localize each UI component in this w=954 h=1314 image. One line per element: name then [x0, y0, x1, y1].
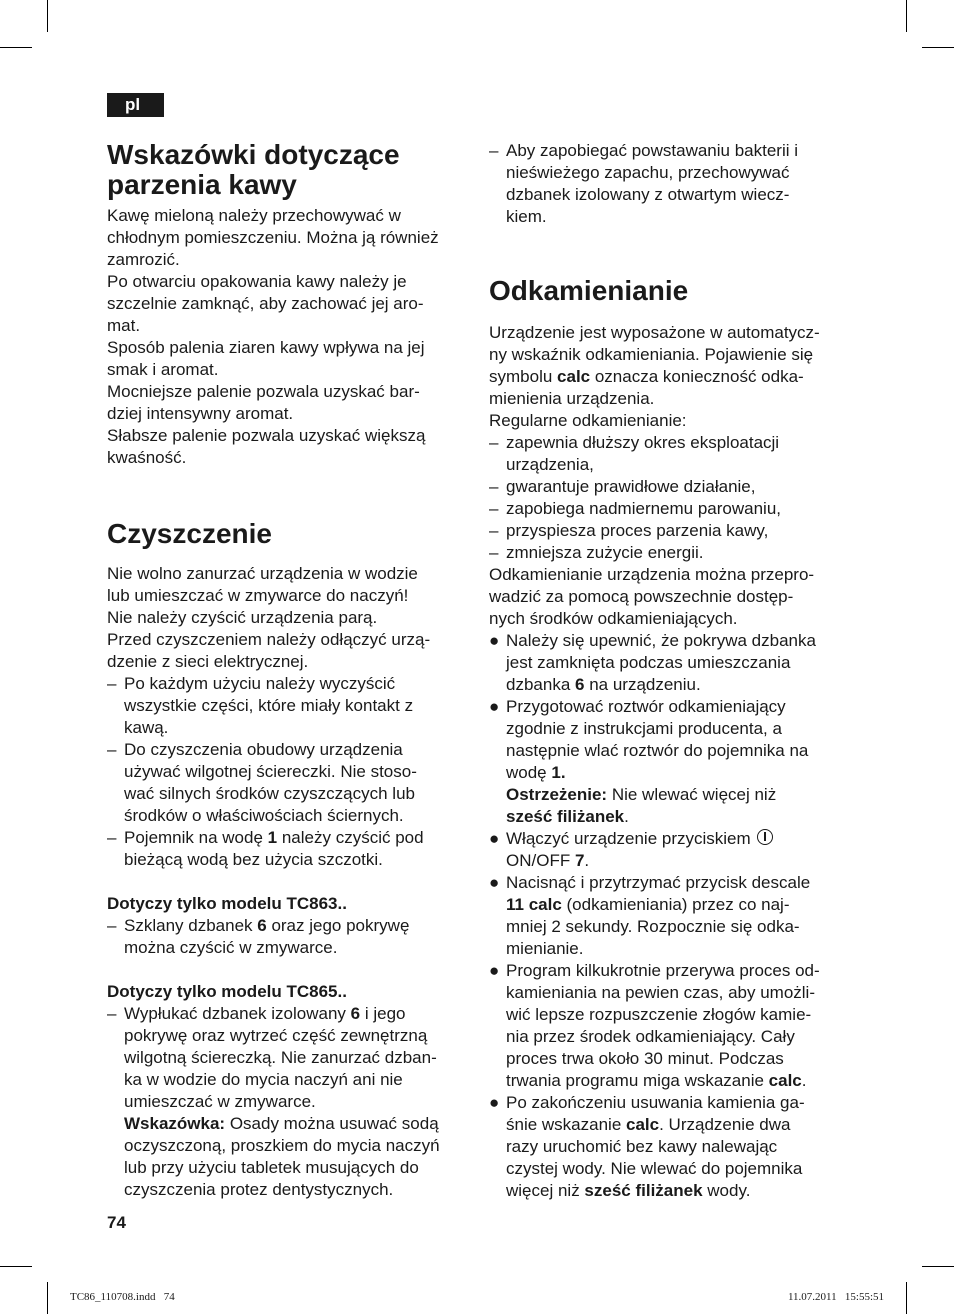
model-heading-tc863: Dotyczy tylko modelu TC863..: [107, 894, 347, 913]
list-item: – gwarantuje prawidłowe działanie,: [489, 477, 756, 496]
crop-mark: [47, 0, 48, 32]
power-icon: [757, 829, 773, 845]
crop-mark: [0, 1266, 32, 1267]
crop-mark: [906, 0, 907, 32]
language-tab: pl: [107, 93, 164, 117]
crop-mark: [922, 1266, 954, 1267]
bullet-step: ● Program kilkukrotnie przerywa proces od- kamieniania na pewien czas, aby umożli- wić lepsze rozpuszczenie złogów kamie- nia przez środek odkamieniający. Cały proces trwa około 30 minut. Podczas trwania programu miga wskazanie calc.: [489, 961, 820, 1090]
page-number: 74: [107, 1213, 126, 1232]
list-item: – Szklany dzbanek 6 oraz jego pokrywę można czyścić w zmywarce.: [107, 916, 410, 957]
list-item: – zmniejsza zużycie energii.: [489, 543, 704, 562]
bullet-step: ● Należy się upewnić, że pokrywa dzbanka jest zamknięta podczas umieszczania dzbanka 6 na urządzeniu.: [489, 631, 816, 694]
section-title-descaling: Odkamienianie: [489, 275, 689, 306]
right-column: [489, 140, 851, 1202]
list-item: – Aby zapobiegać powstawaniu bakterii i nieświeżego zapachu, przechowywać dzbanek izolowany z otwartym wiecz- kiem.: [489, 141, 799, 226]
list-item: – Pojemnik na wodę 1 należy czyścić pod bieżącą wodą bez użycia szczotki.: [107, 828, 424, 869]
crop-mark: [906, 1282, 907, 1314]
descaling-intro: Urządzenie jest wyposażone w automatycz- ny wskaźnik odkamieniania. Pojawienie się symbolu calc oznacza konieczność odka- mienienia urządzenia. Regularne odkamienianie:: [489, 323, 820, 430]
list-item: – Do czyszczenia obudowy urządzenia używać wilgotnej ściereczki. Nie stoso- wać silnych środków czyszczących lub środków o właściwościach ściernych.: [107, 740, 417, 825]
descaling-agents: Odkamienianie urządzenia można przepro- wadzić za pomocą powszechnie dostęp- nych środków odkamieniających.: [489, 565, 815, 628]
list-item: – Po każdym użyciu należy wyczyścić wszystkie części, które miały kontakt z kawą.: [107, 674, 414, 737]
note-label: Wskazówka:: [124, 1114, 226, 1133]
list-item: – zapewnia dłuższy okres eksploatacji urządzenia,: [489, 433, 780, 474]
section-title-brewing-tips: Wskazówki dotyczące parzenia kawy: [107, 139, 400, 200]
brewing-tips-text: Kawę mieloną należy przechowywać w chłodnym pomieszczeniu. Można ją również zamrozić. Po otwarciu opakowania kawy należy je szczelnie zamknąć, aby zachować jej aro- mat. Sposób palenia ziaren kawy wpływa na jej smak i aromat. Mocniejsze palenie pozwala uzyskać bar- dziej intensywny aromat. Słabsze palenie pozwala uzyskać większą kwaśność.: [107, 206, 439, 467]
section-title-cleaning: Czyszczenie: [107, 518, 272, 549]
bullet-step: ● Po zakończeniu usuwania kamienia ga- śnie wskazanie calc. Urządzenie dwa razy uruchomić bez kawy nalewając czystej wody. Nie wlewać do pojemnika więcej niż sześć filiżanek wody.: [489, 1093, 805, 1200]
crop-mark: [0, 47, 32, 48]
list-item: – Wypłukać dzbanek izolowany 6 i jego pokrywę oraz wytrzeć część zewnętrzną wilgotną ściereczką. Nie zanurzać dzban- ka w wodzie do mycia naczyń ani nie umieszczać w zmywarce. Wskazówka: Osady można usuwać sodą oczyszczoną, proszkiem do mycia naczyń lub przy użyciu tabletek musujących do czyszczenia protez dentystycznych.: [107, 1004, 440, 1199]
bullet-step: ● Włączyć urządzenie przyciskiem ON/OFF 7.: [489, 828, 851, 872]
bullet-step: ● Nacisnąć i przytrzymać przycisk descale 11 calc (odkamieniania) przez co naj- mniej 2 sekundy. Rozpocznie się odka- mienianie.: [489, 873, 811, 958]
bullet-step: ● Przygotować roztwór odkamieniający zgodnie z instrukcjami producenta, a następnie wlać roztwór do pojemnika na wodę 1. Ostrzeżenie: Nie wlewać więcej niż sześć filiżanek.: [489, 697, 809, 826]
crop-mark: [47, 1282, 48, 1314]
model-heading-tc865: Dotyczy tylko modelu TC865..: [107, 982, 347, 1001]
crop-mark: [922, 47, 954, 48]
warning-label: Ostrzeżenie:: [506, 785, 608, 804]
left-column: [107, 140, 469, 1201]
print-slug-file: TC86_110708.indd 74: [70, 1291, 175, 1303]
cleaning-text: Nie wolno zanurzać urządzenia w wodzie lub umieszczać w zmywarce do naczyń! Nie należy czyścić urządzenia parą. Przed czyszczeniem należy odłączyć urzą- dzenie z sieci elektrycznej.: [107, 564, 431, 671]
list-item: – przyspiesza proces parzenia kawy,: [489, 521, 769, 540]
print-slug-date: 11.07.2011 15:55:51: [787, 1291, 884, 1303]
list-item: – zapobiega nadmiernemu parowaniu,: [489, 499, 782, 518]
